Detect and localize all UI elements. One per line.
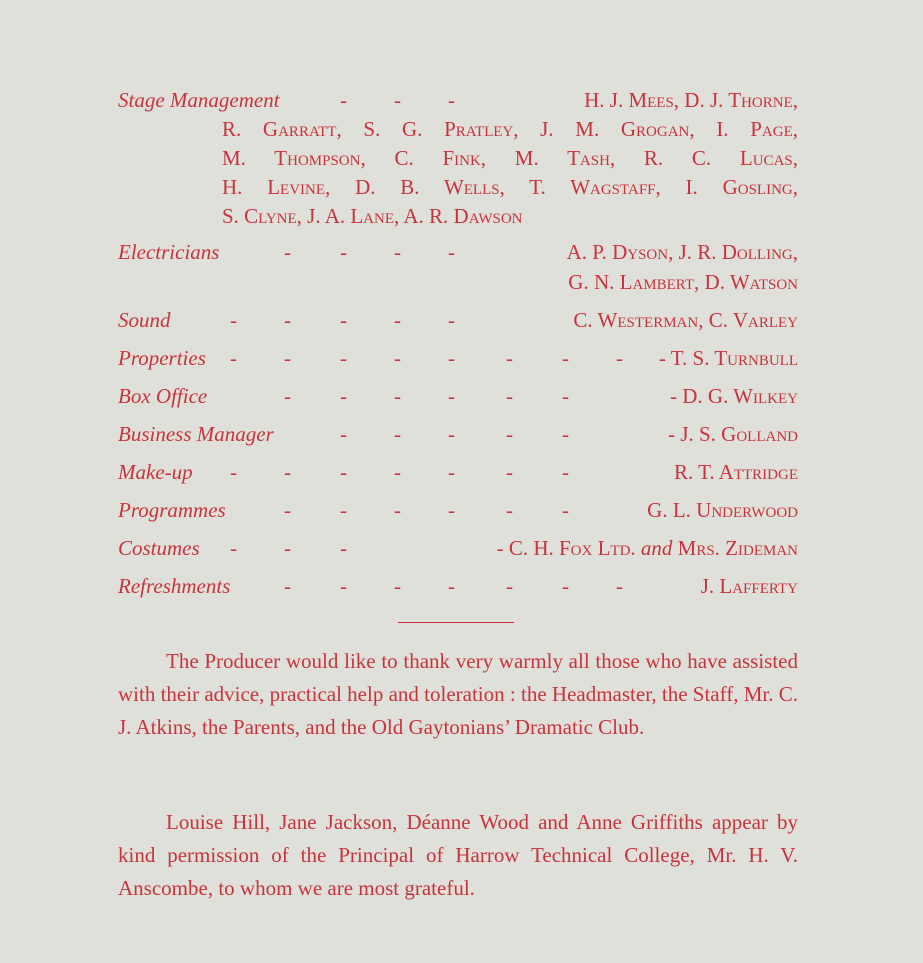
credit-names: - C. H. Fox Ltd. and Mrs. Zideman: [496, 536, 798, 560]
credit-business-manager: Business Manager - - - - - - J. S. Golland: [118, 422, 798, 446]
credit-refreshments: Refreshments - - - - - - - J. Lafferty: [118, 574, 798, 598]
credit-names: S. Clyne, J. A. Lane, A. R. Dawson: [222, 204, 523, 228]
credit-names: H. Levine, D. B. Wells, T. Wagstaff, I. Gosling,: [222, 175, 798, 199]
credit-names: - T. S. Turnbull: [658, 346, 798, 370]
credit-names: J. Lafferty: [700, 574, 798, 598]
permission-paragraph: Louise Hill, Jane Jackson, Déanne Wood and Anne Griffiths appear by kind permission of the Principal of Harrow Technical College, Mr. H. V. Anscombe, to whom we are most grateful.: [118, 810, 798, 900]
credit-names: G. L. Underwood: [647, 498, 798, 522]
credit-role: Properties: [118, 346, 206, 370]
credit-names: - D. G. Wilkey: [669, 384, 798, 408]
credit-role: Stage Management: [118, 88, 280, 112]
credit-names: H. J. Mees, D. J. Thorne,: [584, 88, 798, 112]
credit-programmes: Programmes - - - - - - G. L. Underwood: [118, 498, 798, 522]
credit-names: M. Thompson, C. Fink, M. Tash, R. C. Lucas,: [222, 146, 798, 170]
credit-properties: Properties - - - - - - - - - T. S. Turnbull: [118, 346, 798, 370]
credit-role: Refreshments: [118, 574, 231, 598]
credit-role: Programmes: [118, 498, 226, 522]
credit-role: Sound: [118, 308, 171, 332]
credit-costumes: Costumes - - - - C. H. Fox Ltd. and Mrs. Zideman: [118, 536, 798, 560]
credit-role: Make-up: [118, 460, 193, 484]
credit-role: Costumes: [118, 536, 200, 560]
credit-names: C. Westerman, C. Varley: [573, 308, 798, 332]
credit-names: G. N. Lambert, D. Watson: [568, 270, 798, 294]
credit-names: - J. S. Golland: [668, 422, 798, 446]
credit-names: A. P. Dyson, J. R. Dolling,: [566, 240, 798, 264]
credit-role: Box Office: [118, 384, 208, 408]
acknowledgement-paragraph: The Producer would like to thank very warmly all those who have assisted with their advice, practical help and toleration : the Headmaster, the Staff, Mr. C. J. Atkins, the Parents, and the Old Gaytonians’ Dramatic Club.: [118, 649, 798, 739]
credit-box-office: Box Office - - - - - - - D. G. Wilkey: [118, 384, 798, 408]
credit-electricians: Electricians - - - - A. P. Dyson, J. R. Dolling, G. N. Lambert, D. Watson: [118, 240, 798, 294]
credit-make-up: Make-up - - - - - - - R. T. Attridge: [118, 460, 798, 484]
credit-names: R. Garratt, S. G. Pratley, J. M. Grogan, I. Page,: [222, 117, 798, 141]
credit-names: R. T. Attridge: [673, 460, 798, 484]
credit-stage-management: Stage Management - - - H. J. Mees, D. J. Thorne, R. Garratt, S. G. Pratley, J. M. Grogan, I. Page, M. Thompson, C. Fink, M. Tash, R. C. Lucas, H. Levine, D. B. Wells, T. Wagstaff, I. Gosling, S. Clyne, J. A. Lane, A. R. Dawson: [118, 88, 798, 228]
credit-role: Business Manager: [118, 422, 274, 446]
credit-sound: Sound - - - - - C. Westerman, C. Varley: [118, 308, 798, 332]
divider: [398, 622, 514, 623]
credit-role: Electricians: [118, 240, 220, 264]
